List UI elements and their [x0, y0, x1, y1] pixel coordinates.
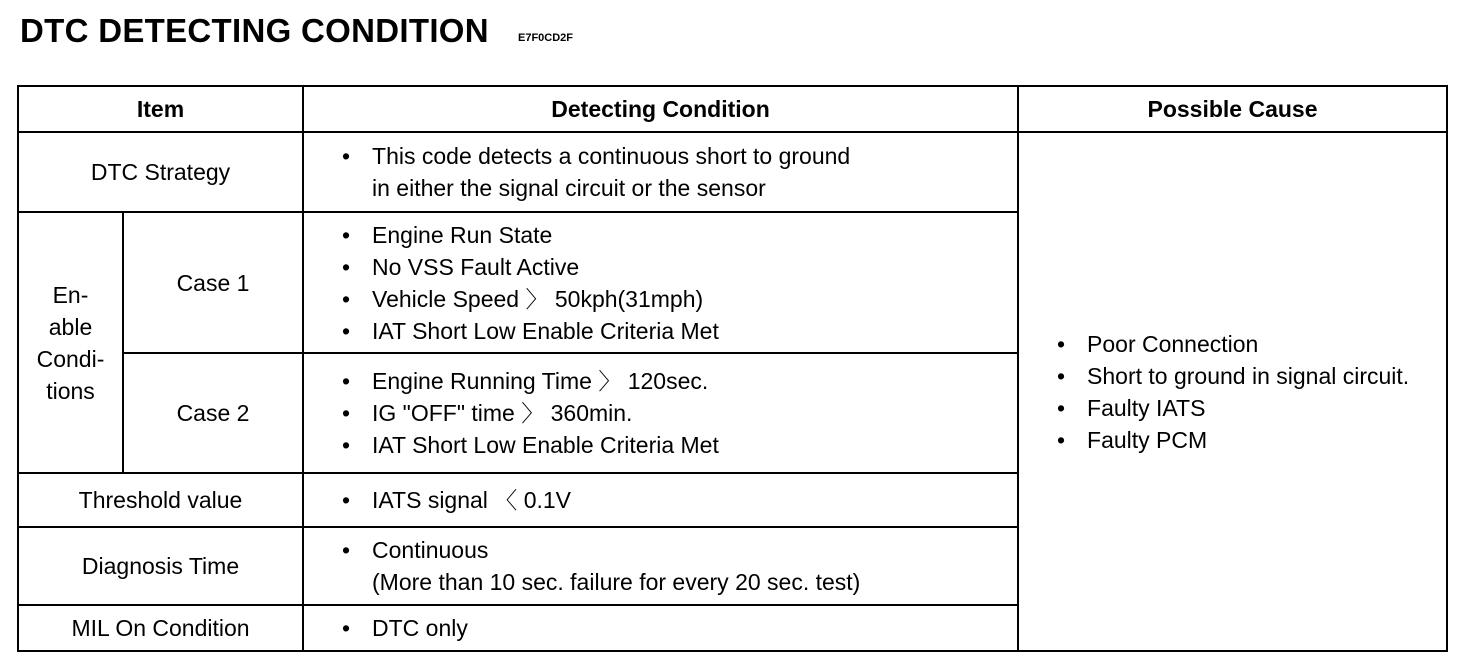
condition-dtc-strategy: [303, 132, 1018, 212]
condition-continuation: in either the signal circuit or the sensor: [372, 175, 766, 201]
row-dtc-strategy: [18, 132, 1447, 212]
item-case-1: Case 1: [123, 212, 303, 353]
page-title: DTC DETECTING CONDITION: [20, 12, 489, 49]
condition-item: • Engine Running Time 〉 120sec.: [340, 365, 1017, 397]
condition-continuation: (More than 10 sec. failure for every 20 sec. test): [372, 569, 861, 595]
condition-item: • Engine Run State: [340, 219, 1017, 251]
condition-item: • IAT Short Low Enable Criteria Met: [340, 315, 1017, 347]
cause-item: • Poor Connection: [1055, 328, 1410, 360]
item-diagnosis-time: Diagnosis Time: [18, 527, 303, 605]
cause-item: • Short to ground in signal circuit.: [1055, 360, 1410, 392]
condition-case-2: [303, 353, 1018, 473]
condition-case-1: [303, 212, 1018, 353]
condition-item: • No VSS Fault Active: [340, 251, 1017, 283]
cause-item: • Faulty IATS: [1055, 392, 1410, 424]
possible-cause-cell: [1018, 132, 1447, 651]
condition-item: • IATS signal 〈 0.1V: [340, 484, 1017, 516]
condition-threshold: [303, 473, 1018, 527]
item-enable-conditions: En- able Condi- tions: [18, 212, 123, 473]
condition-item: • Vehicle Speed 〉 50kph(31mph): [340, 283, 1017, 315]
item-dtc-strategy: DTC Strategy: [18, 132, 303, 212]
cause-item: • Faulty PCM: [1055, 424, 1410, 456]
condition-item: • DTC only: [340, 612, 1017, 644]
condition-item: • IG "OFF" time 〉 360min.: [340, 397, 1017, 429]
item-case-2: Case 2: [123, 353, 303, 473]
header-row: [18, 86, 1447, 132]
document-code: E7F0CD2F: [518, 32, 574, 44]
header-possible-cause: Possible Cause: [1018, 86, 1447, 132]
condition-item: • Continuous: [340, 534, 1017, 566]
condition-item: • This code detects a continuous short to ground: [340, 140, 1017, 172]
item-mil-on-condition: MIL On Condition: [18, 605, 303, 651]
condition-diagnosis-time: [303, 527, 1018, 605]
condition-mil-on: [303, 605, 1018, 651]
header-item: Item: [18, 86, 303, 132]
condition-item: • IAT Short Low Enable Criteria Met: [340, 429, 1017, 461]
header-detecting-condition: Detecting Condition: [303, 86, 1018, 132]
dtc-condition-table: [17, 85, 1448, 652]
item-threshold-value: Threshold value: [18, 473, 303, 527]
